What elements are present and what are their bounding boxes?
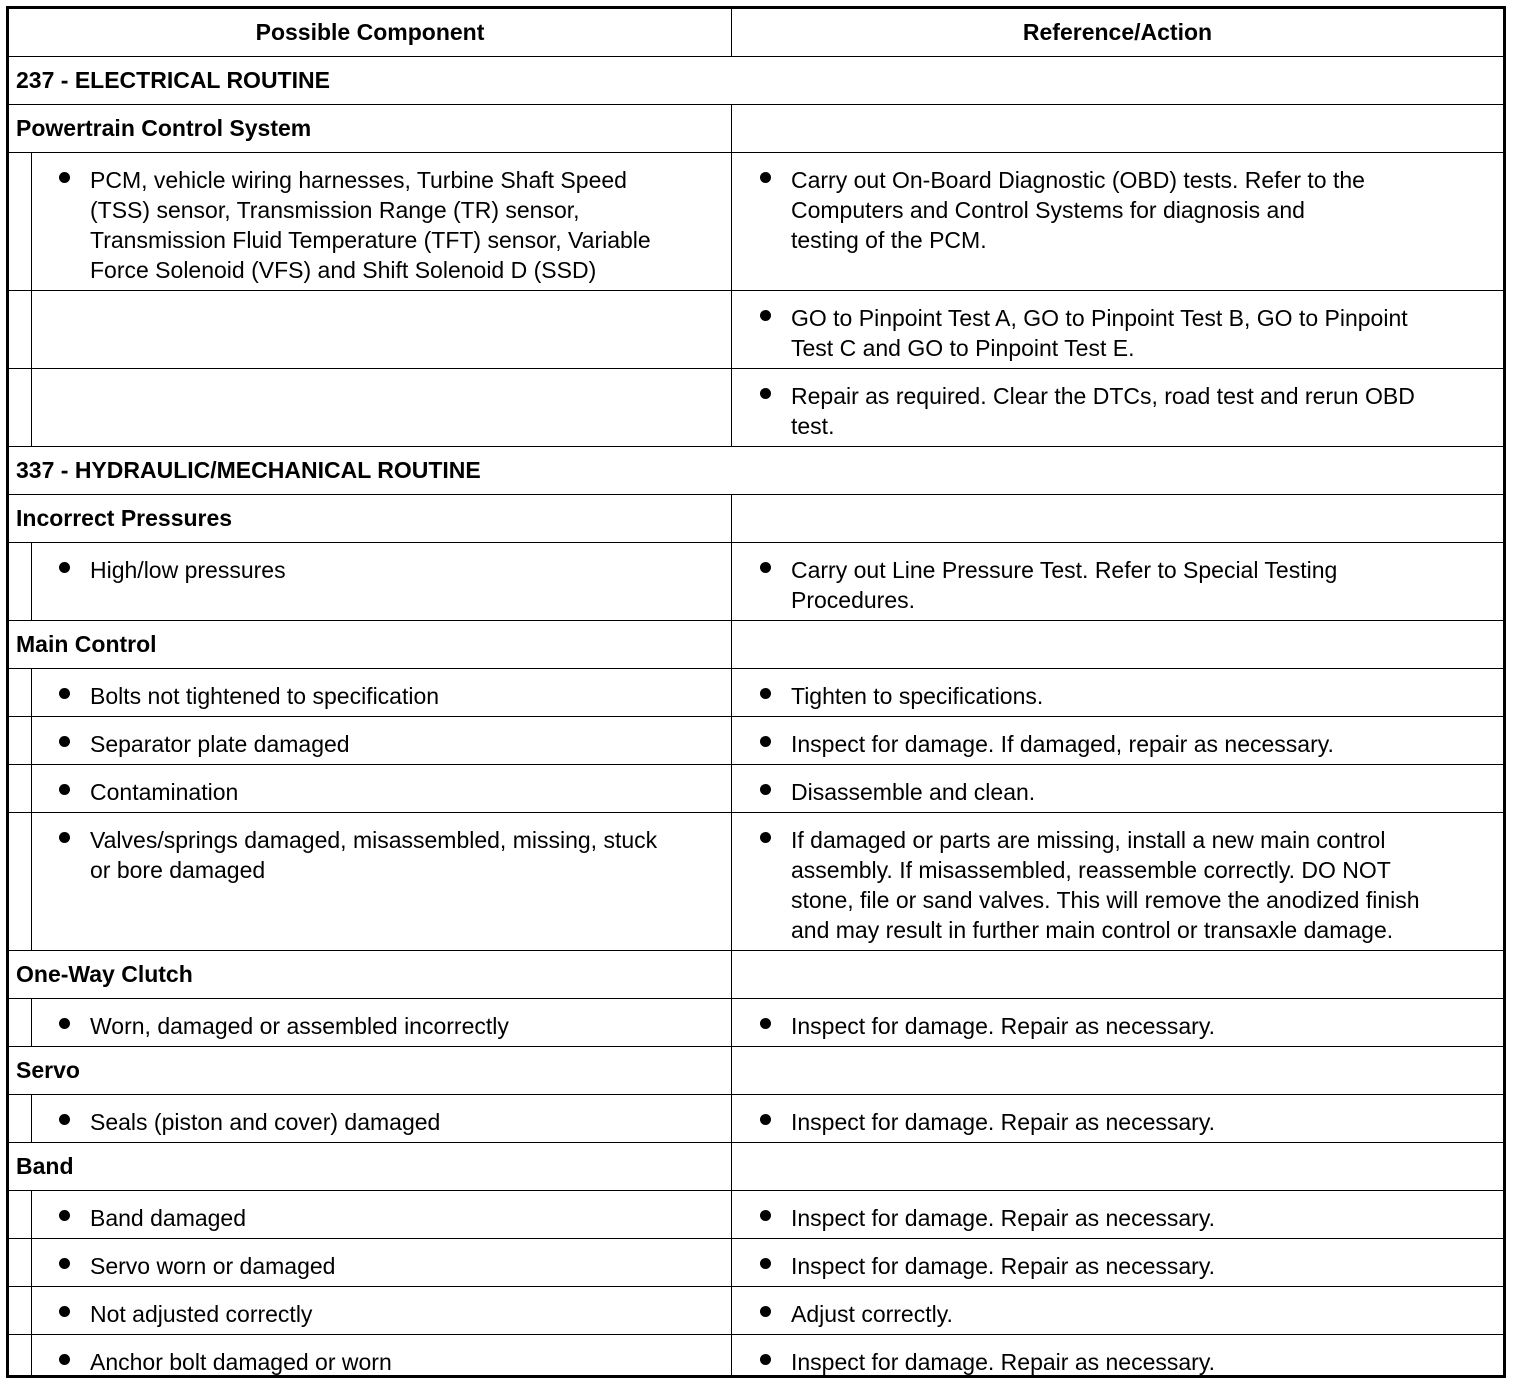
table-row — [9, 543, 1503, 621]
text-line: PCM, vehicle wiring harnesses, Turbine Shaft Speed — [90, 167, 627, 193]
indent-stub — [9, 543, 32, 620]
indent-stub — [9, 291, 32, 368]
bullet-icon — [59, 1306, 70, 1317]
text-line: (TSS) sensor, Transmission Range (TR) sensor, — [90, 197, 580, 223]
text-line: assembly. If misassembled, reassemble correctly. DO NOT — [791, 857, 1391, 883]
component-cell — [9, 291, 732, 368]
bullet-icon — [760, 310, 771, 321]
group-title: Band — [9, 1143, 732, 1190]
text-line: Contamination — [90, 779, 239, 805]
text-line: stone, file or sand valves. This will remove the anodized finish — [791, 887, 1420, 913]
indent-stub — [9, 1095, 32, 1142]
component-cell — [9, 369, 732, 446]
bullet-icon — [59, 1210, 70, 1221]
indent-stub — [9, 999, 32, 1046]
component-cell — [9, 669, 732, 716]
text-line: Force Solenoid (VFS) and Shift Solenoid D (SSD) — [90, 257, 597, 283]
indent-stub — [9, 1191, 32, 1238]
indent-stub — [9, 1287, 32, 1334]
action-cell — [732, 153, 1503, 290]
text-line: Band damaged — [90, 1205, 247, 1231]
table-row — [9, 717, 1503, 765]
action-cell — [732, 669, 1503, 716]
component-cell — [9, 1239, 732, 1286]
section-row — [9, 447, 1503, 495]
bullet-icon — [760, 1210, 771, 1221]
action-cell — [732, 291, 1503, 368]
text-line: Transmission Fluid Temperature (TFT) sensor, Variable — [90, 227, 651, 253]
component-cell — [9, 543, 732, 620]
action-cell — [732, 369, 1503, 446]
table-row — [9, 291, 1503, 369]
action-cell — [732, 1335, 1503, 1375]
component-cell — [9, 1191, 732, 1238]
text-line: testing of the PCM. — [791, 227, 987, 253]
component-cell — [9, 1335, 732, 1375]
group-row — [9, 621, 1503, 669]
text-line: Tighten to specifications. — [791, 683, 1044, 709]
column-header-component: Possible Component — [9, 9, 732, 56]
indent-stub — [9, 153, 32, 290]
table-row — [9, 999, 1503, 1047]
text-line: Not adjusted correctly — [90, 1301, 313, 1327]
text-line: Computers and Control Systems for diagnosis and — [791, 197, 1305, 223]
bullet-icon — [59, 688, 70, 699]
text-line: Inspect for damage. Repair as necessary. — [791, 1013, 1216, 1039]
action-cell — [732, 813, 1503, 950]
column-header-action: Reference/Action — [1022, 19, 1213, 45]
table-row — [9, 1335, 1503, 1375]
group-row — [9, 105, 1503, 153]
text-line: Inspect for damage. Repair as necessary. — [791, 1253, 1216, 1279]
bullet-icon — [760, 388, 771, 399]
bullet-icon — [59, 1018, 70, 1029]
bullet-icon — [760, 688, 771, 699]
text-line: and may result in further main control or transaxle damage. — [791, 917, 1394, 943]
empty-cell — [732, 105, 1503, 152]
empty-cell — [732, 1047, 1503, 1094]
text-line: GO to Pinpoint Test A, GO to Pinpoint Test B, GO to Pinpoint — [791, 305, 1408, 331]
empty-cell — [732, 495, 1503, 542]
text-line: Inspect for damage. Repair as necessary. — [791, 1109, 1216, 1135]
text-line: Disassemble and clean. — [791, 779, 1036, 805]
component-cell — [9, 765, 732, 812]
bullet-icon — [760, 1258, 771, 1269]
text-line: Seals (piston and cover) damaged — [90, 1109, 441, 1135]
indent-stub — [9, 669, 32, 716]
component-cell — [9, 999, 732, 1046]
text-line: Carry out On-Board Diagnostic (OBD) tests. Refer to the — [791, 167, 1365, 193]
bullet-icon — [760, 1354, 771, 1365]
text-line: Adjust correctly. — [791, 1301, 953, 1327]
text-line: Inspect for damage. Repair as necessary. — [791, 1349, 1216, 1375]
text-line: Anchor bolt damaged or worn — [90, 1349, 392, 1375]
text-line: Separator plate damaged — [90, 731, 350, 757]
action-cell — [732, 765, 1503, 812]
bullet-icon — [59, 832, 70, 843]
group-row — [9, 1143, 1503, 1191]
group-row — [9, 495, 1503, 543]
text-line: Servo worn or damaged — [90, 1253, 336, 1279]
bullet-icon — [760, 736, 771, 747]
group-title: One-Way Clutch — [9, 951, 732, 998]
bullet-icon — [760, 172, 771, 183]
table-row — [9, 153, 1503, 291]
text-line: Inspect for damage. Repair as necessary. — [791, 1205, 1216, 1231]
diagnosis-table — [6, 6, 1506, 1378]
section-row — [9, 57, 1503, 105]
table-row — [9, 1191, 1503, 1239]
table-row — [9, 1095, 1503, 1143]
bullet-icon — [59, 562, 70, 573]
text-line: If damaged or parts are missing, install a new main control — [791, 827, 1386, 853]
component-cell — [9, 153, 732, 290]
group-row — [9, 951, 1503, 999]
bullet-icon — [59, 1354, 70, 1365]
text-line: test. — [791, 413, 835, 439]
text-line: Valves/springs damaged, misassembled, missing, stuck — [90, 827, 658, 853]
indent-stub — [9, 369, 32, 446]
group-title: Incorrect Pressures — [9, 495, 732, 542]
component-cell — [9, 813, 732, 950]
component-cell — [9, 1095, 732, 1142]
text-line: Repair as required. Clear the DTCs, road test and rerun OBD — [791, 383, 1415, 409]
table-row — [9, 813, 1503, 951]
bullet-icon — [59, 1114, 70, 1125]
component-cell — [9, 1287, 732, 1334]
action-cell — [732, 999, 1503, 1046]
bullet-icon — [760, 562, 771, 573]
indent-stub — [9, 765, 32, 812]
bullet-icon — [760, 1306, 771, 1317]
empty-cell — [732, 951, 1503, 998]
action-cell — [732, 717, 1503, 764]
table-row — [9, 765, 1503, 813]
table-header-row — [9, 9, 1503, 57]
action-cell — [732, 543, 1503, 620]
text-line: Inspect for damage. If damaged, repair as necessary. — [791, 731, 1334, 757]
bullet-icon — [760, 832, 771, 843]
table-row — [9, 1287, 1503, 1335]
text-line: Worn, damaged or assembled incorrectly — [90, 1013, 509, 1039]
action-cell — [732, 1287, 1503, 1334]
bullet-icon — [760, 1018, 771, 1029]
text-line: Bolts not tightened to specification — [90, 683, 440, 709]
bullet-icon — [760, 1114, 771, 1125]
indent-stub — [9, 1335, 32, 1375]
group-row — [9, 1047, 1503, 1095]
text-line: High/low pressures — [90, 557, 286, 583]
bullet-icon — [760, 784, 771, 795]
section-title: 337 - HYDRAULIC/MECHANICAL ROUTINE — [16, 457, 481, 483]
group-title: Servo — [9, 1047, 732, 1094]
text-line: Procedures. — [791, 587, 916, 613]
action-cell — [732, 1239, 1503, 1286]
group-title: Main Control — [9, 621, 732, 668]
table-row — [9, 669, 1503, 717]
indent-stub — [9, 717, 32, 764]
component-cell — [9, 717, 732, 764]
empty-cell — [732, 1143, 1503, 1190]
text-line: Test C and GO to Pinpoint Test E. — [791, 335, 1135, 361]
empty-cell — [732, 621, 1503, 668]
action-cell — [732, 1095, 1503, 1142]
indent-stub — [9, 813, 32, 950]
text-line: or bore damaged — [90, 857, 266, 883]
table-row — [9, 369, 1503, 447]
table-row — [9, 1239, 1503, 1287]
bullet-icon — [59, 1258, 70, 1269]
group-title: Powertrain Control System — [9, 105, 732, 152]
bullet-icon — [59, 736, 70, 747]
bullet-icon — [59, 172, 70, 183]
bullet-icon — [59, 784, 70, 795]
section-title: 237 - ELECTRICAL ROUTINE — [16, 67, 330, 93]
indent-stub — [9, 1239, 32, 1286]
action-cell — [732, 1191, 1503, 1238]
text-line: Carry out Line Pressure Test. Refer to Special Testing — [791, 557, 1338, 583]
